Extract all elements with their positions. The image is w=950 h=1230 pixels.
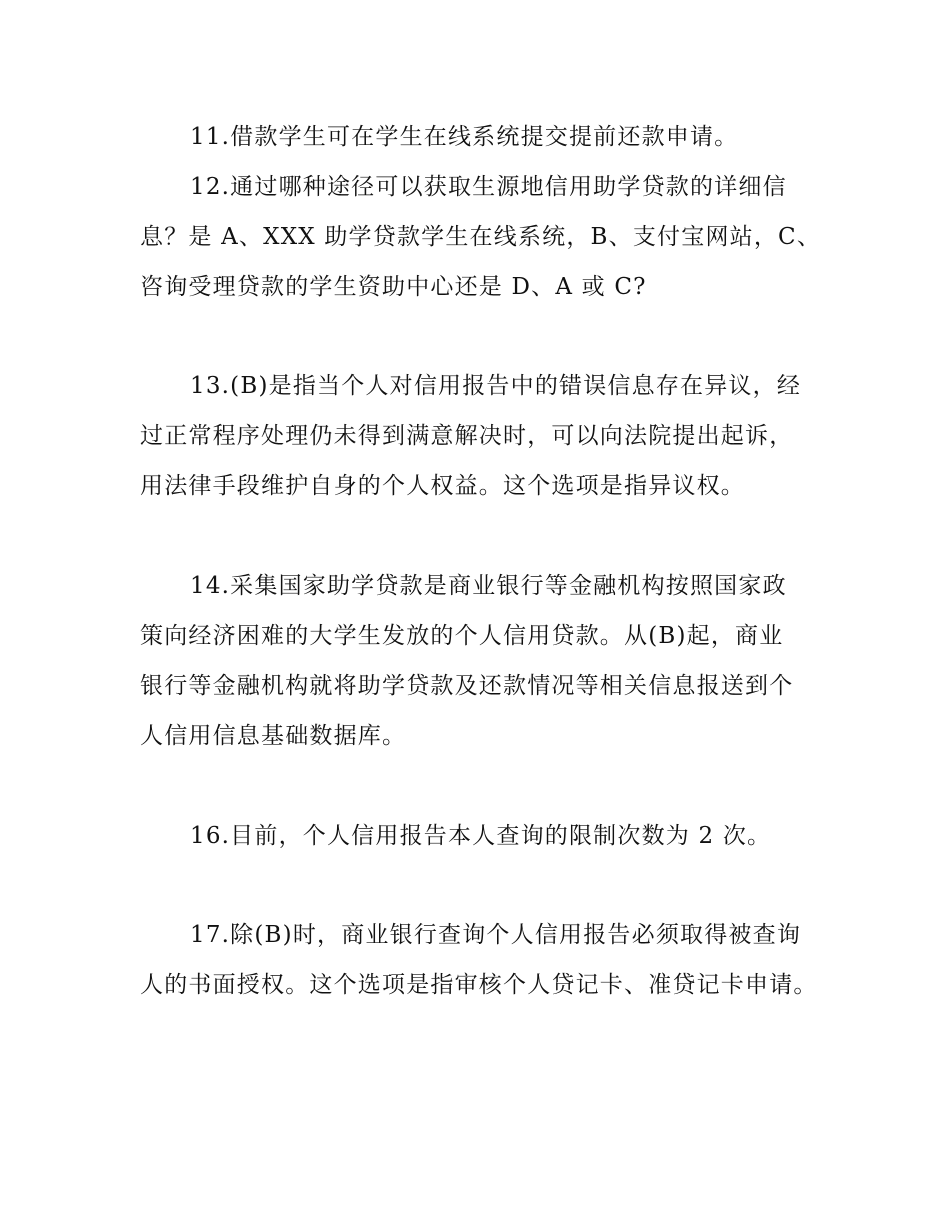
q17-line-1: 17.除(B)时，商业银行查询个人信用报告必须取得被查询 [190, 922, 802, 948]
q14-line-3: 银行等金融机构就将助学贷款及还款情况等相关信息报送到个 [140, 673, 794, 699]
q14-line-4: 人信用信息基础数据库。 [140, 723, 407, 749]
q12-line-3: 咨询受理贷款的学生资助中心还是 D、A 或 C? [140, 274, 647, 300]
q14-line-2: 策向经济困难的大学生发放的个人信用贷款。从(B)起，商业 [140, 623, 784, 649]
q16-line-1: 16.目前，个人信用报告本人查询的限制次数为 2 次。 [190, 823, 772, 849]
q12-line-1: 12.通过哪种途径可以获取生源地信用助学贷款的详细信 [190, 174, 787, 200]
q13-line-2: 过正常程序处理仍未得到满意解决时，可以向法院提出起诉， [140, 423, 794, 449]
q13-line-3: 用法律手段维护自身的个人权益。这个选项是指异议权。 [140, 473, 745, 499]
q13-line-1: 13.(B)是指当个人对信用报告中的错误信息存在异议，经 [190, 373, 802, 399]
q12-line-2: 息？是 A、XXX 助学贷款学生在线系统，B、支付宝网站，C、 [140, 224, 822, 250]
q11-line-1: 11.借款学生可在学生在线系统提交提前还款申请。 [190, 124, 739, 150]
q14-line-1: 14.采集国家助学贷款是商业银行等金融机构按照国家政 [190, 573, 787, 599]
q17-line-2: 人的书面授权。这个选项是指审核个人贷记卡、准贷记卡申请。 [140, 972, 818, 998]
